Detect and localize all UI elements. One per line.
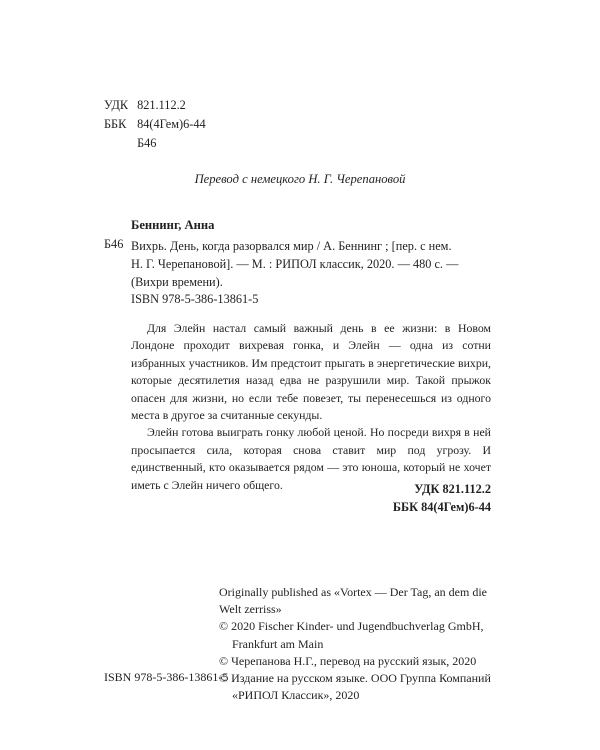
copyright-line: © Черепанова Н.Г., перевод на русский язык, 2020 bbox=[219, 653, 477, 668]
copyright-line: «РИПОЛ Классик», 2020 bbox=[232, 688, 360, 703]
classification-codes bbox=[393, 480, 491, 516]
isbn-bottom: ISBN 978-5-386-13861-5 bbox=[104, 670, 229, 684]
description-line: Н. Г. Черепановой]. — М. : РИПОЛ классик, 2020. — 480 с. — bbox=[131, 257, 459, 271]
annotation-paragraph: Для Элейн настал самый важный день в ее жизни: в Новом Лондоне проходит вихревая гонка, и Элейн — одна из сотни избранных участников. Им предстоит прыгать в энергетические вихри, которые десятилетия назад едва не разрушили мир. Такой прыжок опасен для жизни, но если тебе повезет, ты перенесешься из одного места в другое за считанные секунды. bbox=[131, 321, 491, 423]
copyright-line: Frankfurt am Main bbox=[232, 636, 324, 651]
annotation-paragraph: Элейн готова выиграть гонку любой ценой. Но посреди вихря в ней просыпается сила, которая снова ставит мир под угрозу. И единственный, кто оказывается рядом — это юноша, который не хочет иметь с Элейн ничего общего. bbox=[131, 425, 491, 492]
copyright-line: Originally published as «Vortex — Der Tag, an dem die bbox=[219, 585, 487, 599]
author-mark-row bbox=[104, 134, 206, 153]
udk-code: УДК 821.112.2 bbox=[414, 482, 491, 496]
bbk-value: 84(4Гем)6-44 bbox=[137, 117, 206, 131]
author-heading: Беннинг, Анна bbox=[131, 218, 215, 232]
copyright-line: © 2020 Fischer Kinder- und Jugendbuchverlag GmbH, bbox=[219, 619, 484, 634]
isbn-top: ISBN 978-5-386-13861-5 bbox=[131, 292, 259, 306]
udk-label: УДК bbox=[104, 98, 129, 112]
copyright-line: © Издание на русском языке. ООО Группа Компаний bbox=[219, 671, 491, 686]
annotation bbox=[131, 320, 491, 494]
bibliographic-description bbox=[131, 237, 491, 291]
description-line: (Вихри времени). bbox=[131, 275, 223, 289]
bbk-row bbox=[104, 115, 206, 134]
bbk-code: ББК 84(4Гем)6-44 bbox=[392, 500, 491, 514]
copyright-line: Welt zerriss» bbox=[219, 602, 282, 617]
author-mark-value: Б46 bbox=[137, 136, 157, 150]
copyright-block bbox=[219, 584, 491, 704]
author-code: Б46 bbox=[104, 237, 124, 251]
udk-row bbox=[104, 96, 206, 115]
translator-note: Перевод с немецкого Н. Г. Черепановой bbox=[194, 172, 406, 186]
bbk-label: ББК bbox=[104, 117, 127, 131]
index-codes bbox=[104, 96, 206, 153]
udk-value: 821.112.2 bbox=[137, 98, 186, 112]
description-line: Вихрь. День, когда разорвался мир / А. Беннинг ; [пер. с нем. bbox=[131, 239, 452, 253]
